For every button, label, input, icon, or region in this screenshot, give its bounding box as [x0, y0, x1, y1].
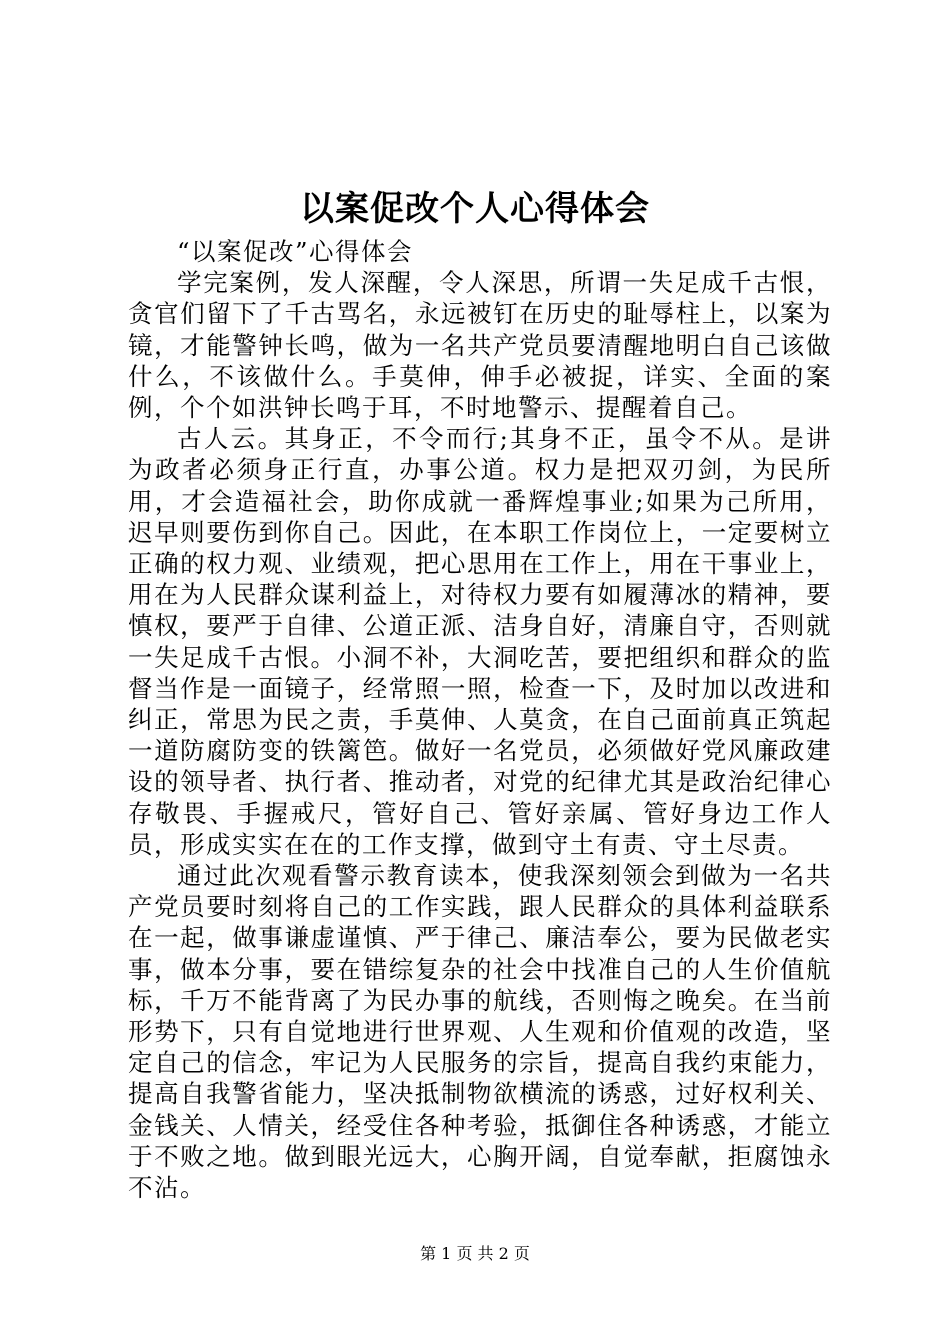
page-number-footer: 第 1 页 共 2 页 [420, 1244, 530, 1263]
paragraph-1: 学完案例，发人深醒，令人深思，所谓一失足成千古恨，贪官们留下了千古骂名，永远被钉在历史的耻辱柱上，以案为镜，才能警钟长鸣，做为一名共产党员要清醒地明白自己该做什么，不该做什么。手莫伸，伸手必被捉，详实、全面的案例，个个如洪钟长鸣于耳，不时地警示、提醒着自己。 [128, 268, 832, 423]
paragraph-2: 古人云。其身正，不令而行;其身不正，虽令不从。是讲为政者必须身正行直，办事公道。权力是把双刃剑，为民所用，才会造福社会，助你成就一番辉煌事业;如果为己所用，迟早则要伤到你自己。因此，在本职工作岗位上，一定要树立正确的权力观、业绩观，把心思用在工作上，用在干事业上，用在为人民群众谋利益上，对待权力要有如履薄冰的精神，要慎权，要严于自律、公道正派、洁身自好，清廉自守，否则就一失足成千古恨。小洞不补，大洞吃苦，要把组织和群众的监督当作是一面镜子，经常照一照，检查一下，及时加以改进和纠正，常思为民之责，手莫伸、人莫贪，在自己面前真正筑起一道防腐防变的铁篱笆。做好一名党员，必须做好党风廉政建设的领导者、执行者、推动者，对党的纪律尤其是政治纪律心存敬畏、手握戒尺，管好自己、管好亲属、管好身边工作人员，形成实实在在的工作支撑，做到守土有责、守土尽责。 [128, 424, 832, 859]
document-subtitle: “以案促改”心得体会 [177, 237, 414, 266]
document-body [128, 236, 832, 1203]
document-title: 以案促改个人心得体会 [300, 189, 650, 229]
paragraph-3: 通过此次观看警示教育读本，使我深刻领会到做为一名共产党员要时刻将自己的工作实践，跟人民群众的具体利益联系在一起，做事谦虚谨慎、严于律己、廉洁奉公，要为民做老实事，做本分事，要在错综复杂的社会中找准自己的人生价值航标，千万不能背离了为民办事的航线，否则悔之晚矣。在当前形势下，只有自觉地进行世界观、人生观和价值观的改造，坚定自己的信念，牢记为人民服务的宗旨，提高自我约束能力，提高自我警省能力，坚决抵制物欲横流的诱惑，过好权利关、金钱关、人情关，经受住各种考验，抵御住各种诱惑，才能立于不败之地。做到眼光远大，心胸开阔，自觉奉献，拒腐蚀永不沾。 [128, 861, 832, 1203]
